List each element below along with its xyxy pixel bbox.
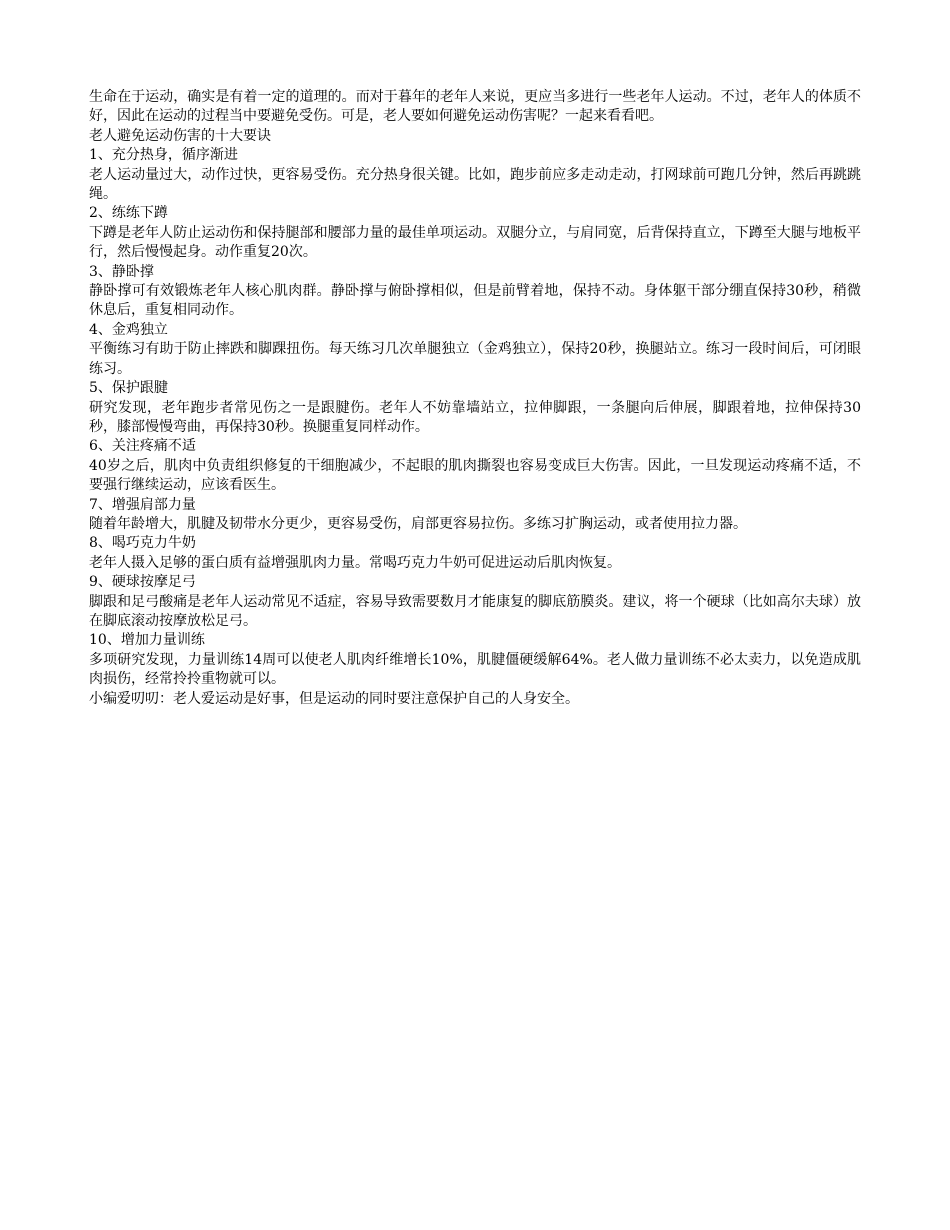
section-heading-2: 2、练练下蹲 xyxy=(89,205,168,222)
section-heading-8: 8、喝巧克力牛奶 xyxy=(89,535,196,552)
section-body-8: 老年人摄入足够的蛋白质有益增强肌肉力量。常喝巧克力牛奶可促进运动后肌肉恢复。 xyxy=(89,554,621,571)
article-title: 老人避免运动伤害的十大要诀 xyxy=(89,127,271,144)
section-body-5: 研究发现，老年跑步者常见伤之一是跟腱伤。老年人不妨靠墙站立，拉伸脚跟，一条腿向后伸展，脚跟着地，拉伸保持30秒，膝部慢慢弯曲，再保持30秒。换腿重复同样动作。 xyxy=(89,399,861,435)
closing-paragraph: 小编爱叨叨：老人爱运动是好事，但是运动的同时要注意保护自己的人身安全。 xyxy=(89,690,579,707)
section-body-4: 平衡练习有助于防止摔跌和脚踝扭伤。每天练习几次单腿独立（金鸡独立），保持20秒，换腿站立。练习一段时间后，可闭眼练习。 xyxy=(89,341,861,377)
section-heading-5: 5、保护跟腱 xyxy=(89,380,168,397)
section-heading-3: 3、静卧撑 xyxy=(89,263,154,280)
document-page xyxy=(89,88,861,709)
section-heading-4: 4、金鸡独立 xyxy=(89,321,168,338)
section-body-2: 下蹲是老年人防止运动伤和保持腿部和腰部力量的最佳单项运动。双腿分立，与肩同宽，后背保持直立，下蹲至大腿与地板平行，然后慢慢起身。动作重复20次。 xyxy=(89,224,861,261)
section-body-9: 脚跟和足弓酸痛是老年人运动常见不适症，容易导致需要数月才能康复的脚底筋膜炎。建议，将一个硬球（比如高尔夫球）放在脚底滚动按摩放松足弓。 xyxy=(89,593,861,629)
section-heading-6: 6、关注疼痛不适 xyxy=(89,438,196,455)
section-body-6: 40岁之后，肌肉中负责组织修复的干细胞减少，不起眼的肌肉撕裂也容易变成巨大伤害。因此，一旦发现运动疼痛不适，不要强行继续运动，应该看医生。 xyxy=(89,457,861,494)
section-heading-7: 7、增强肩部力量 xyxy=(89,496,196,513)
section-heading-1: 1、充分热身，循序渐进 xyxy=(89,147,238,164)
intro-paragraph: 生命在于运动，确实是有着一定的道理的。而对于暮年的老年人来说，更应当多进行一些老年人运动。不过，老年人的体质不好，因此在运动的过程当中要避免受伤。可是，老人要如何避免运动伤害呢？一起来看看吧。 xyxy=(89,89,861,125)
section-body-3: 静卧撑可有效锻炼老年人核心肌肉群。静卧撑与俯卧撑相似，但是前臂着地，保持不动。身体躯干部分绷直保持30秒，稍微休息后，重复相同动作。 xyxy=(89,283,861,319)
section-body-1: 老人运动量过大，动作过快，更容易受伤。充分热身很关键。比如，跑步前应多走动走动，打网球前可跑几分钟，然后再跳跳绳。 xyxy=(89,166,861,203)
section-heading-9: 9、硬球按摩足弓 xyxy=(89,574,196,591)
section-body-7: 随着年龄增大，肌腱及韧带水分更少，更容易受伤，肩部更容易拉伤。多练习扩胸运动，或者使用拉力器。 xyxy=(89,515,747,532)
section-body-10: 多项研究发现，力量训练14周可以使老人肌肉纤维增长10%，肌腱僵硬缓解64%。老人做力量训练不必太卖力，以免造成肌肉损伤，经常拎拎重物就可以。 xyxy=(89,651,861,688)
section-heading-10: 10、增加力量训练 xyxy=(89,632,205,649)
